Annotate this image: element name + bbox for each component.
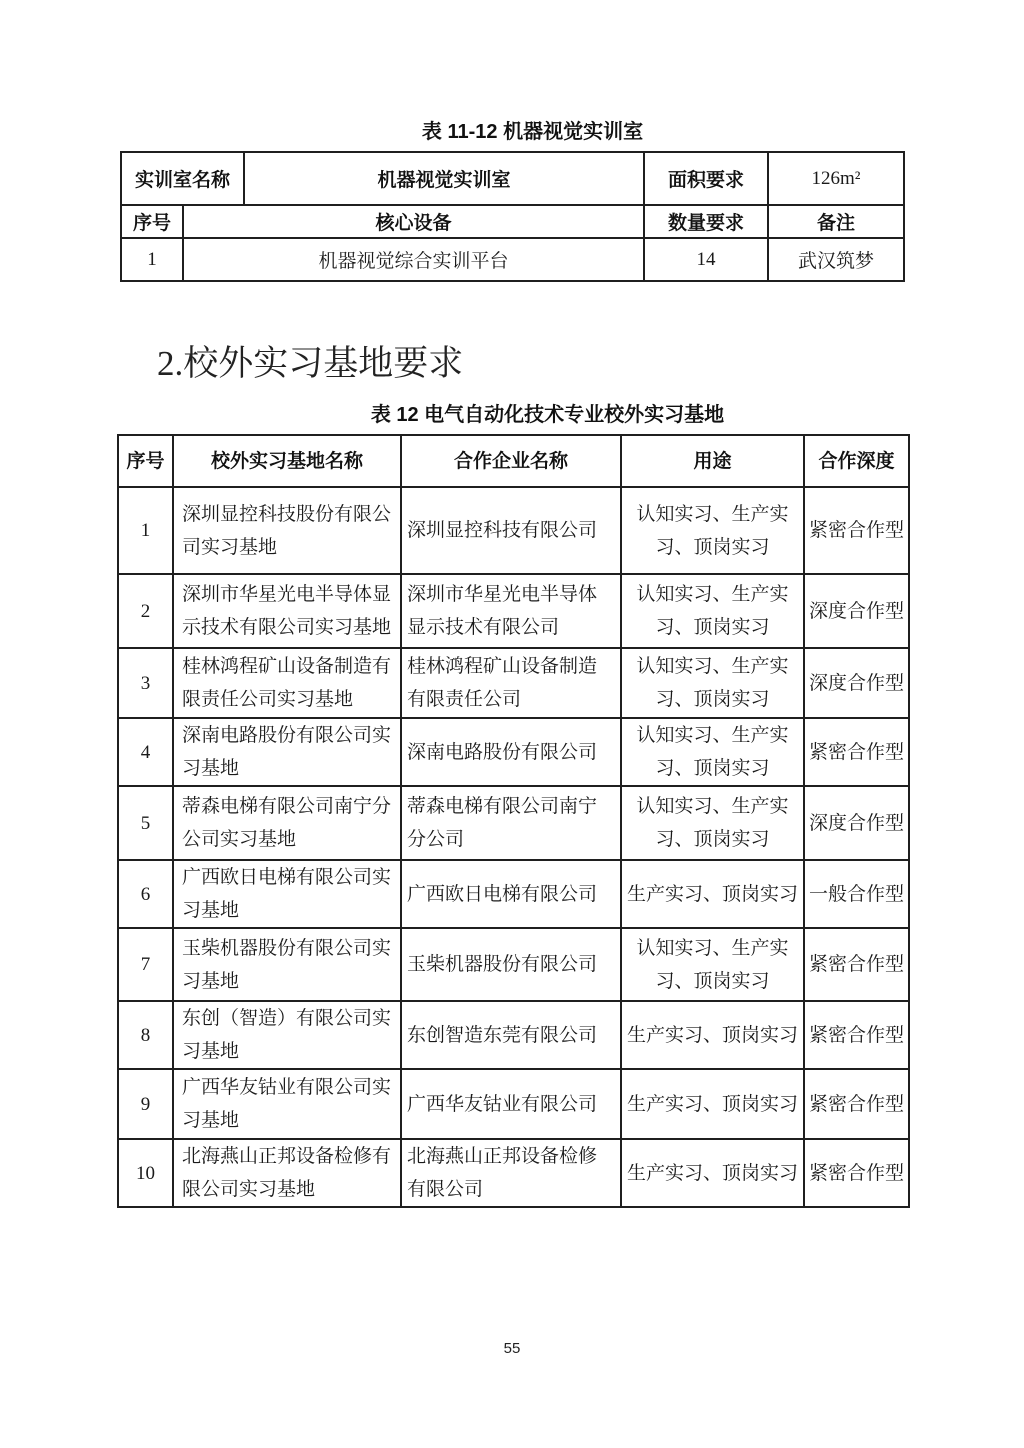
cell-no: 2: [118, 574, 173, 648]
cell-purpose: 生产实习、顶岗实习: [621, 860, 804, 928]
cell-base: 东创（智造）有限公司实习基地: [173, 1001, 401, 1069]
col-header-note: 备注: [768, 205, 904, 238]
cell-purpose: 生产实习、顶岗实习: [621, 1001, 804, 1069]
table1-title: 表 11-12 机器视觉实训室: [421, 121, 644, 143]
cell-depth: 紧密合作型: [804, 928, 909, 1001]
cell-company: 桂林鸿程矿山设备制造有限责任公司: [401, 648, 621, 718]
col-header-device: 核心设备: [183, 205, 644, 238]
cell-depth: 深度合作型: [804, 648, 909, 718]
col-header-company: 合作企业名称: [401, 435, 621, 487]
cell-depth: 深度合作型: [804, 786, 909, 860]
table-row: [118, 1139, 909, 1207]
room-name-value: 机器视觉实训室: [244, 152, 644, 205]
cell-base: 北海燕山正邦设备检修有限公司实习基地: [173, 1139, 401, 1207]
col-header-depth: 合作深度: [804, 435, 909, 487]
cell-base: 玉柴机器股份有限公司实习基地: [173, 928, 401, 1001]
cell-company: 玉柴机器股份有限公司: [401, 928, 621, 1001]
cell-no: 4: [118, 718, 173, 786]
cell-depth: 紧密合作型: [804, 487, 909, 574]
cell-purpose: 认知实习、生产实习、顶岗实习: [621, 786, 804, 860]
table-row: [118, 786, 909, 860]
table-row: [118, 1001, 909, 1069]
cell-base: 蒂森电梯有限公司南宁分公司实习基地: [173, 786, 401, 860]
table-row: [118, 574, 909, 648]
cell-depth: 紧密合作型: [804, 1001, 909, 1069]
cell-base: 桂林鸿程矿山设备制造有限责任公司实习基地: [173, 648, 401, 718]
cell-no: 5: [118, 786, 173, 860]
table-row: [118, 718, 909, 786]
cell-purpose: 认知实习、生产实习、顶岗实习: [621, 487, 804, 574]
cell-company: 广西华友钴业有限公司: [401, 1069, 621, 1139]
table2-title: 表 12 电气自动化技术专业校外实习基地: [370, 404, 725, 426]
cell-depth: 深度合作型: [804, 574, 909, 648]
cell-no: 3: [118, 648, 173, 718]
cell-company: 东创智造东莞有限公司: [401, 1001, 621, 1069]
cell-no: 1: [121, 238, 183, 281]
cell-no: 9: [118, 1069, 173, 1139]
cell-purpose: 生产实习、顶岗实习: [621, 1069, 804, 1139]
room-name-label: 实训室名称: [121, 152, 244, 205]
col-header-base: 校外实习基地名称: [173, 435, 401, 487]
section-heading: 2.校外实习基地要求: [157, 344, 464, 383]
area-label: 面积要求: [644, 152, 768, 205]
cell-purpose: 生产实习、顶岗实习: [621, 1139, 804, 1207]
cell-company: 广西欧日电梯有限公司: [401, 860, 621, 928]
cell-depth: 紧密合作型: [804, 718, 909, 786]
page-content: [117, 0, 908, 1208]
cell-company: 北海燕山正邦设备检修有限公司: [401, 1139, 621, 1207]
table-row: [118, 1069, 909, 1139]
cell-base: 深南电路股份有限公司实习基地: [173, 718, 401, 786]
cell-company: 深圳显控科技有限公司: [401, 487, 621, 574]
table-header-row: [118, 435, 909, 487]
table2-internship-bases: [117, 434, 910, 1208]
col-header-qty: 数量要求: [644, 205, 768, 238]
table-row: [118, 648, 909, 718]
table-row: [118, 860, 909, 928]
cell-no: 10: [118, 1139, 173, 1207]
cell-device: 机器视觉综合实训平台: [183, 238, 644, 281]
cell-company: 蒂森电梯有限公司南宁分公司: [401, 786, 621, 860]
cell-depth: 一般合作型: [804, 860, 909, 928]
cell-no: 7: [118, 928, 173, 1001]
col-header-purpose: 用途: [621, 435, 804, 487]
table1-training-room: [120, 151, 905, 282]
cell-no: 1: [118, 487, 173, 574]
cell-depth: 紧密合作型: [804, 1069, 909, 1139]
col-header-no: 序号: [121, 205, 183, 238]
cell-note: 武汉筑梦: [768, 238, 904, 281]
cell-qty: 14: [644, 238, 768, 281]
area-value: 126m²: [768, 152, 904, 205]
table-row: [121, 205, 904, 238]
cell-no: 8: [118, 1001, 173, 1069]
cell-no: 6: [118, 860, 173, 928]
col-header-no: 序号: [118, 435, 173, 487]
cell-company: 深南电路股份有限公司: [401, 718, 621, 786]
cell-purpose: 认知实习、生产实习、顶岗实习: [621, 648, 804, 718]
cell-base: 广西欧日电梯有限公司实习基地: [173, 860, 401, 928]
cell-purpose: 认知实习、生产实习、顶岗实习: [621, 928, 804, 1001]
page-number: 55: [503, 1340, 521, 1357]
cell-purpose: 认知实习、生产实习、顶岗实习: [621, 718, 804, 786]
table-row: [118, 928, 909, 1001]
table-row: [118, 487, 909, 574]
cell-purpose: 认知实习、生产实习、顶岗实习: [621, 574, 804, 648]
table-row: [121, 238, 904, 281]
cell-depth: 紧密合作型: [804, 1139, 909, 1207]
cell-base: 深圳市华星光电半导体显示技术有限公司实习基地: [173, 574, 401, 648]
cell-company: 深圳市华星光电半导体显示技术有限公司: [401, 574, 621, 648]
cell-base: 深圳显控科技股份有限公司实习基地: [173, 487, 401, 574]
cell-base: 广西华友钴业有限公司实习基地: [173, 1069, 401, 1139]
table-row: [121, 152, 904, 205]
